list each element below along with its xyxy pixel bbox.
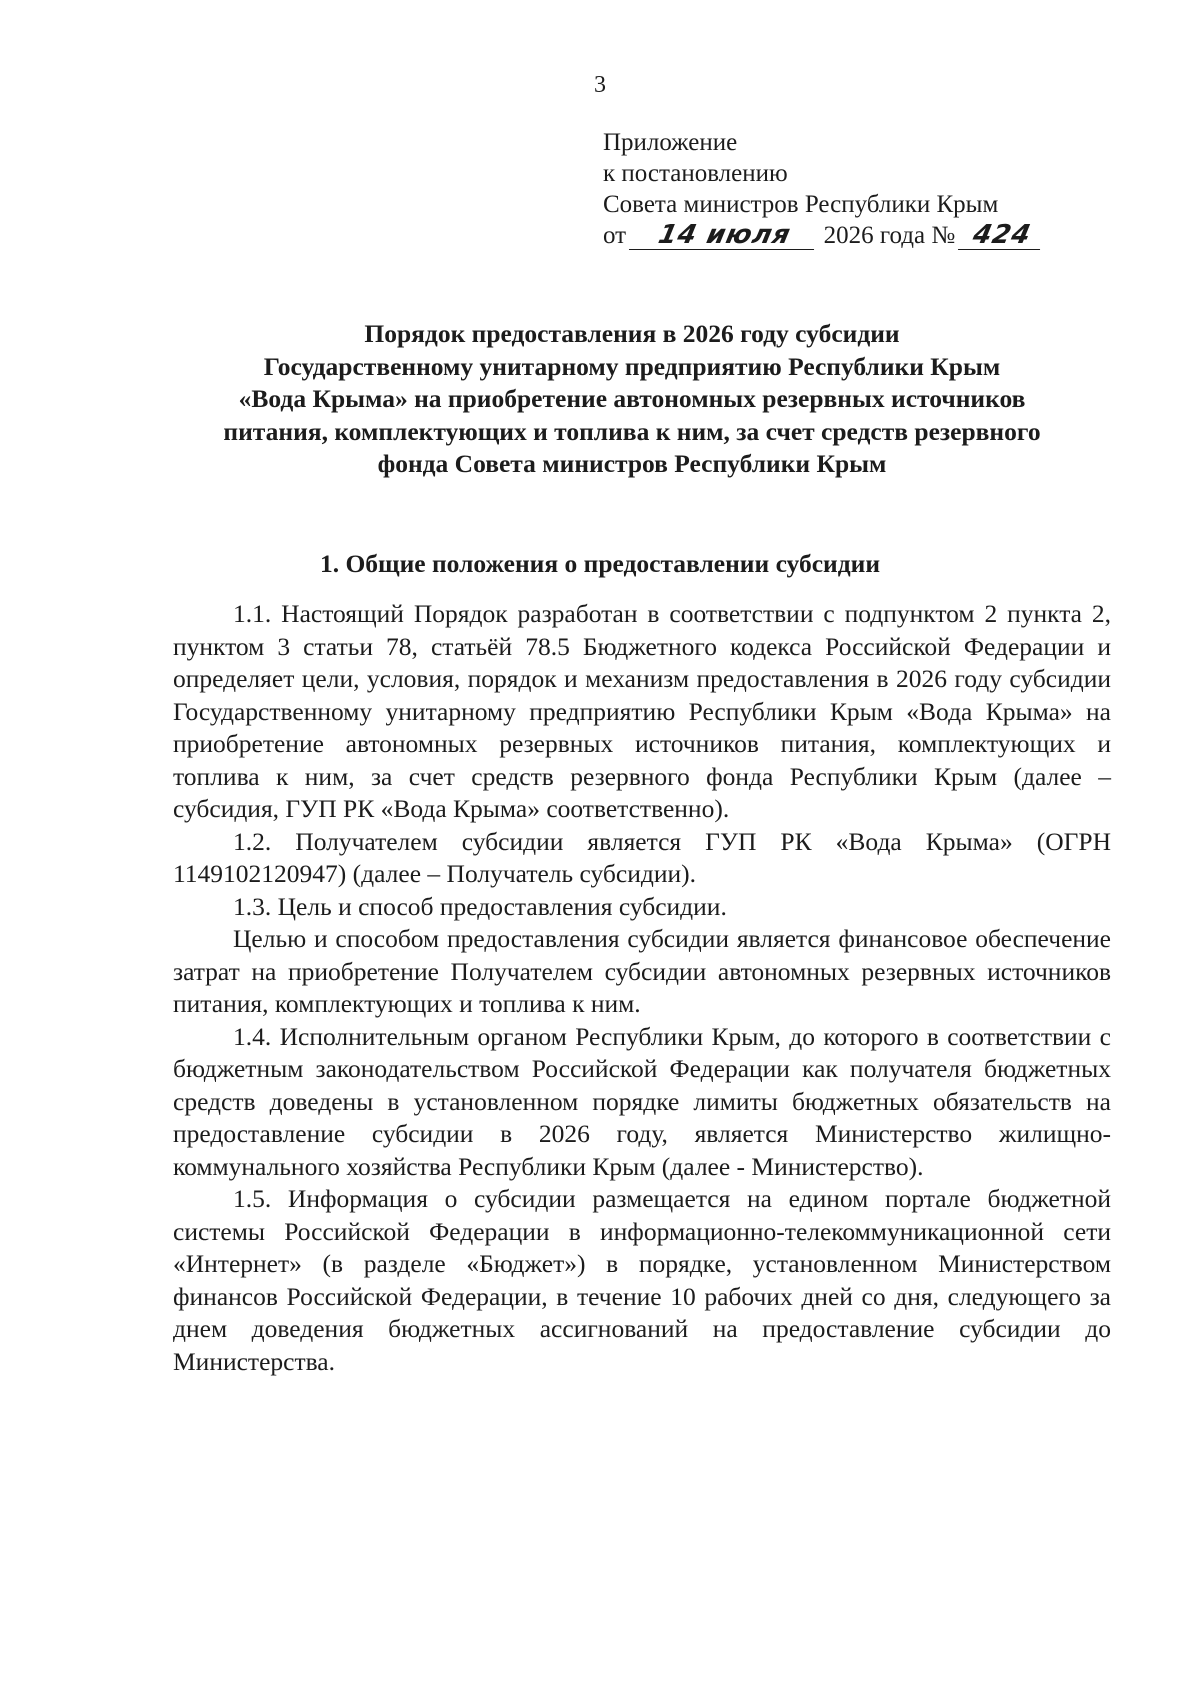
appendix-line-2: к постановлению xyxy=(603,160,788,187)
appendix-date-line xyxy=(603,220,1043,251)
body-text xyxy=(173,598,1111,1378)
title-line-3: «Вода Крыма» на приобретение автономных резервных источников xyxy=(238,384,1026,413)
title-line-5: фонда Совета министров Республики Крым xyxy=(377,449,887,478)
date-prefix: от xyxy=(603,222,627,249)
paragraph-1-4: 1.4. Исполнительным органом Республики Крым, до которого в соответствии с бюджетным законодательством Российской Федерации как получателя бюджетных средств доведены в установленном порядке лимиты бюджетных обязательств на предоставление субсидии в 2026 году, является Министерство жилищно-коммунального хозяйства Республики Крым (далее - Министерство). xyxy=(173,1021,1111,1181)
paragraph-1-3-text: Целью и способом предоставления субсидии является финансовое обеспечение затрат на приобретение Получателем субсидии автономных резервных источников питания, комплектующих и топлива к ним. xyxy=(173,924,1111,1018)
paragraph-1-1: 1.1. Настоящий Порядок разработан в соответствии с подпунктом 2 пункта 2, пунктом 3 статьи 78, статьёй 78.5 Бюджетного кодекса Российской Федерации и определяет цели, условия, порядок и механизм предоставления в 2026 году субсидии Государственному унитарному предприятию Республики Крым «Вода Крыма» на приобретение автономных резервных источников питания, комплектующих и топлива к ним, за счет средств резервного фонда Республики Крым (далее – субсидия, ГУП РК «Вода Крыма» соответственно). xyxy=(173,599,1111,823)
paragraph-1-2: 1.2. Получателем субсидии является ГУП РК «Вода Крыма» (ОГРН 1149102120947) (далее – Получатель субсидии). xyxy=(173,826,1111,888)
title-line-2: Государственному унитарному предприятию Республики Крым xyxy=(263,351,1001,381)
section-heading: 1. Общие положения о предоставлении субсидии xyxy=(319,549,881,578)
paragraph-1-3: 1.3. Цель и способ предоставления субсидии. xyxy=(233,891,727,921)
page-number: 3 xyxy=(594,72,606,98)
appendix-line-3: Совета министров Республики Крым xyxy=(603,191,999,218)
handwritten-number: 424 xyxy=(958,221,1046,250)
paragraph-1-5: 1.5. Информация о субсидии размещается на едином портале бюджетной системы Российской Федерации в информационно-телекоммуникационной сети «Интернет» (в разделе «Бюджет») в порядке, установленном Министерством финансов Российской Федерации, в течение 10 рабочих дней со дня, следующего за днем доведения бюджетных ассигнований на предоставление субсидии до Министерства. xyxy=(173,1184,1111,1376)
document-title xyxy=(150,318,1114,481)
title-line-1: Порядок предоставления в 2026 году субсидии xyxy=(364,319,900,348)
appendix-line-1: Приложение xyxy=(603,129,738,156)
handwritten-date: 14 июля xyxy=(629,221,820,250)
year-text: 2026 года № xyxy=(823,222,956,249)
appendix-block xyxy=(603,127,1043,251)
title-line-4: питания, комплектующих и топлива к ним, за счет средств резервного xyxy=(223,416,1041,446)
